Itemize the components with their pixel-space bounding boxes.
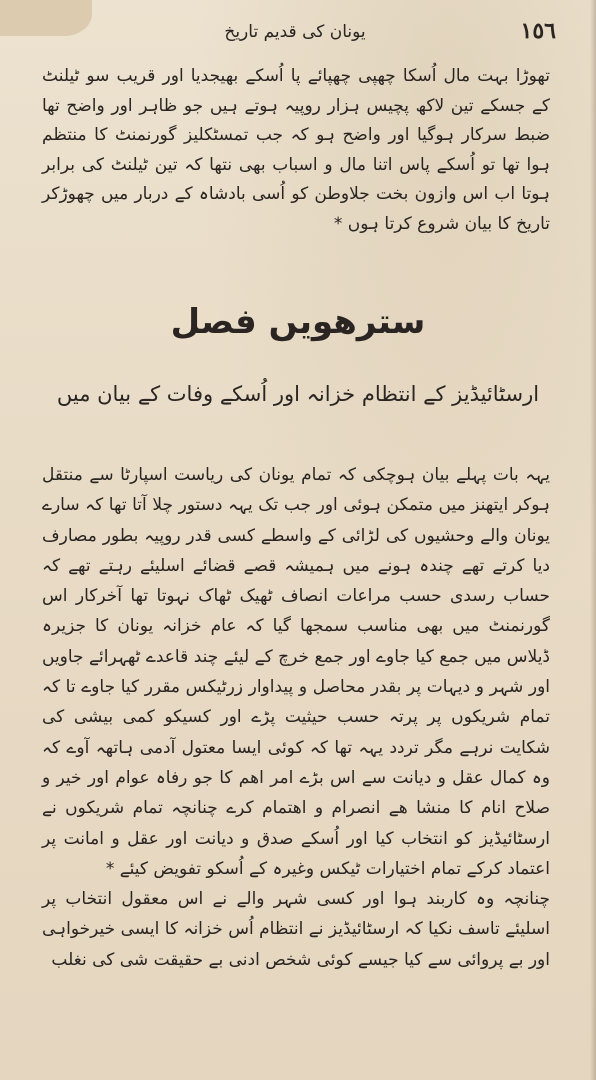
page-header xyxy=(30,18,560,52)
page-edge-shadow xyxy=(590,0,596,1080)
body-paragraph: چنانچہ وہ کاربند ہوا اور کسی شہر والے نے اس معقول انتخاب پر اسلیئے تاسف نکیا کہ ارسٹائیڈیز نے انتظام اُس خزانہ کا ایسی خیرخواہی اور بے پروائی سے کیا جیسے کوئی شخص ادنی بے حقیقت شی کی نغلب xyxy=(42,889,550,970)
page-number: ١٥٦ xyxy=(520,18,556,44)
opening-paragraph: تھوڑا بہت مال اُسکا چھپی چھپائے پا اُسکے بھیجدیا اور قریب سو ٹیلنٹ کے جسکے تین لاکھ پچیس ہزار روپیہ ہوتے ہیں جو ظاہر اور واضح تھا ضبط سرکار ہوگیا اور واضح ہو کہ جب تمسٹکلیز گورنمنٹ کا منتظم ہوا تھا تو اُسکے پاس اتنا مال و اسباب بھی نتھا کہ تین ٹیلنٹ کی برابر ہوتا اب اس وازون بخت جلاوطن کو اُسی بادشاہ کے دربار میں چھوڑکر تاریخ کا بیان شروع کرتا ہوں * xyxy=(42,66,550,234)
chapter-subtitle: ارسٹائیڈیز کے انتظام خزانہ اور اُسکے وفات کے بیان میں xyxy=(56,382,540,406)
body-paragraph: یہہ بات پہلے بیان ہوچکی کہ تمام یونان کی ریاست اسپارٹا سے منتقل ہوکر ایتھنز میں متمکن ہوئی اور جب تک یہہ دستور چلا آتا تھا کہ سارے یونان والے وحشیوں کی لڑائی کے واسطے کسی قدر روپیہ بطور مصارف دیا کرتے تھے چندہ ہونے میں ہمیشہ قصے قضائے اسلیئے رہتے تھے کہ حساب رسدی حسب مراعات انصاف ٹھیک ٹھاک نہوتا تھا آخرکار اس گورنمنٹ میں بھی مناسب سمجھا گیا کہ عام خزانہ یونان کا جزیرہ ڈیلاس میں جمع کیا جاوے اور جمع خرچ کے لیئے چند قاعدے ٹھہرائے جاویں اور شہر و دیہات پر بقدر محاصل و پیداوار زرٹیکس مقرر کیا جاوے تا کہ تمام شریکوں پر پرتہ حسب حیثیت پڑے اور کسیکو کمی بیشی کی شکایت نرہے مگر تردد یہہ تھا کہ کوئی ایسا معتول آدمی ہاتھہ آوے کہ وہ کمال عقل و دیانت سے اس بڑے امر اھم کا جو رفاہ عوام اور خیر و صلاح انام کا منشا ھے انصرام و اھتمام کرے چنانچہ تمام شریکوں نے ارسٹائیڈیز کو انتخاب کیا اور اُسکے صدق و دیانت اور عقل و امانت پر اعتماد کرکے تمام اختیارات ٹیکس وغیرہ کے اُسکو تفویض کیئے * xyxy=(42,465,550,879)
running-title: یونان کی قدیم تاریخ xyxy=(224,22,366,42)
chapter-title: سترھویں فصل xyxy=(170,302,426,342)
chapter-body xyxy=(42,460,550,975)
